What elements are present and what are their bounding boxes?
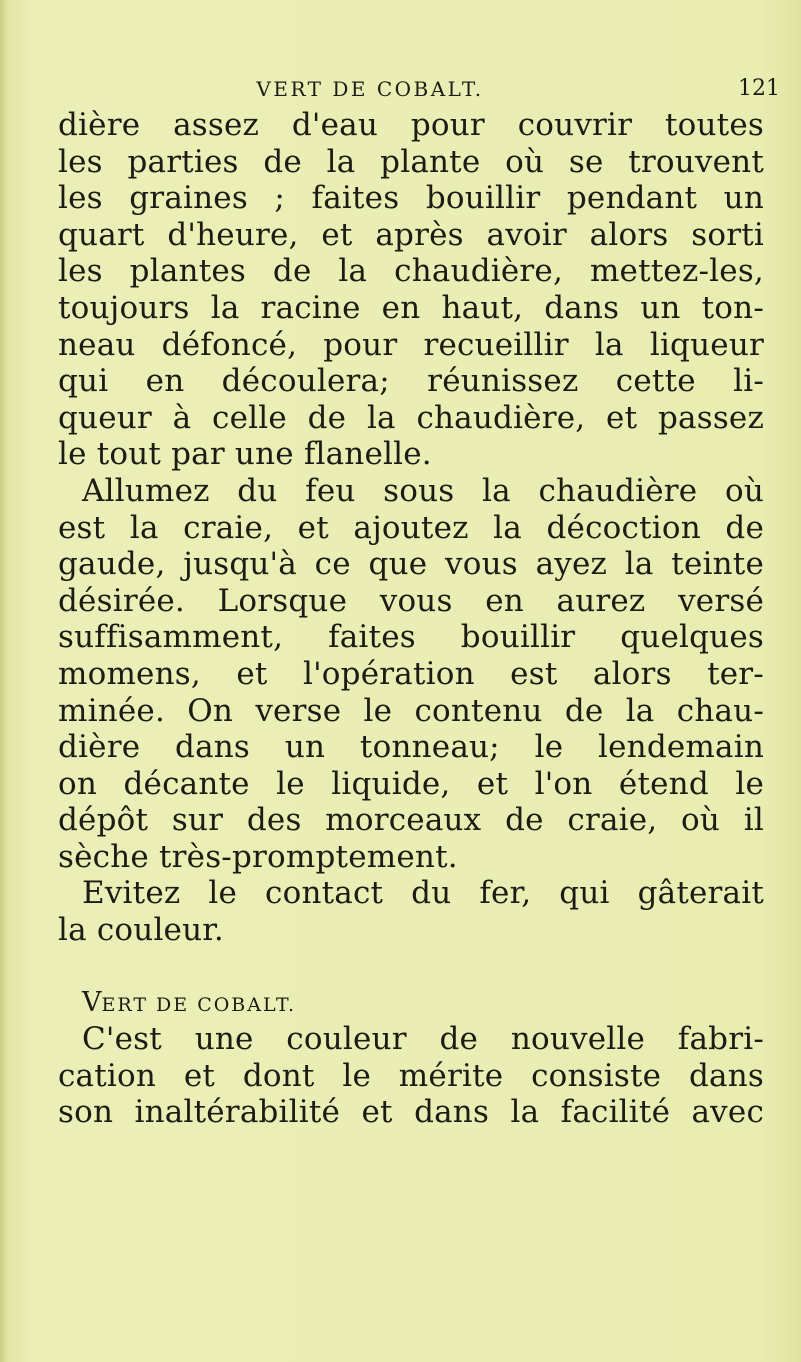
body-text (58, 107, 764, 1131)
page-header (0, 74, 801, 104)
text-line: dépôt sur des morceaux de craie, où il (58, 802, 764, 839)
text-line: Evitez le contact du fer, qui gâterait (82, 875, 764, 912)
text-line: est la craie, et ajoutez la décoction de (58, 509, 764, 546)
text-line: quart d'heure, et après avoir alors sorti (58, 216, 764, 253)
section-heading (58, 985, 764, 1022)
section-heading-initial: V (82, 986, 102, 1018)
running-head: VERT DE COBALT. (256, 77, 484, 101)
text-line: son inaltérabilité et dans la facilité avec (58, 1094, 764, 1131)
text-line: momens, et l'opération est alors ter- (58, 655, 764, 692)
text-line: dière assez d'eau pour couvrir toutes (58, 107, 764, 143)
text-line: neau défoncé, pour recueillir la liqueur (58, 326, 764, 363)
text-line: on décante le liquide, et l'on étend le (58, 765, 764, 802)
text-line: suffisamment, faites bouillir quelques (58, 619, 764, 656)
text-line: sèche très-promptement. (58, 838, 458, 875)
section-spacer (58, 949, 764, 985)
text-line: C'est une couleur de nouvelle fabri- (82, 1021, 764, 1058)
text-line: les parties de la plante où se trouvent (58, 143, 764, 180)
text-line: dière dans un tonneau; le lendemain (58, 729, 764, 766)
page-gutter-shadow (0, 0, 8, 1362)
text-line: les plantes de la chaudière, mettez-les, (58, 253, 764, 290)
text-line: qui en découlera; réunissez cette li- (58, 363, 764, 400)
text-line: minée. On verse le contenu de la chau- (58, 692, 764, 729)
text-line: toujours la racine en haut, dans un ton- (58, 289, 764, 326)
text-line: la couleur. (58, 912, 224, 949)
text-line: les graines ; faites bouillir pendant un (58, 180, 764, 217)
text-line: le tout par une flanelle. (58, 436, 432, 473)
text-line: queur à celle de la chaudière, et passez (58, 399, 764, 436)
text-line: cation et dont le mérite consiste dans (58, 1057, 764, 1094)
page-number: 121 (738, 76, 780, 101)
text-line: Allumez du feu sous la chaudière où (82, 472, 764, 509)
text-line: désirée. Lorsque vous en aurez versé (58, 582, 764, 619)
section-heading-rest: ERT DE COBALT. (101, 993, 296, 1016)
text-line: gaude, jusqu'à ce que vous ayez la teinte (58, 546, 764, 583)
